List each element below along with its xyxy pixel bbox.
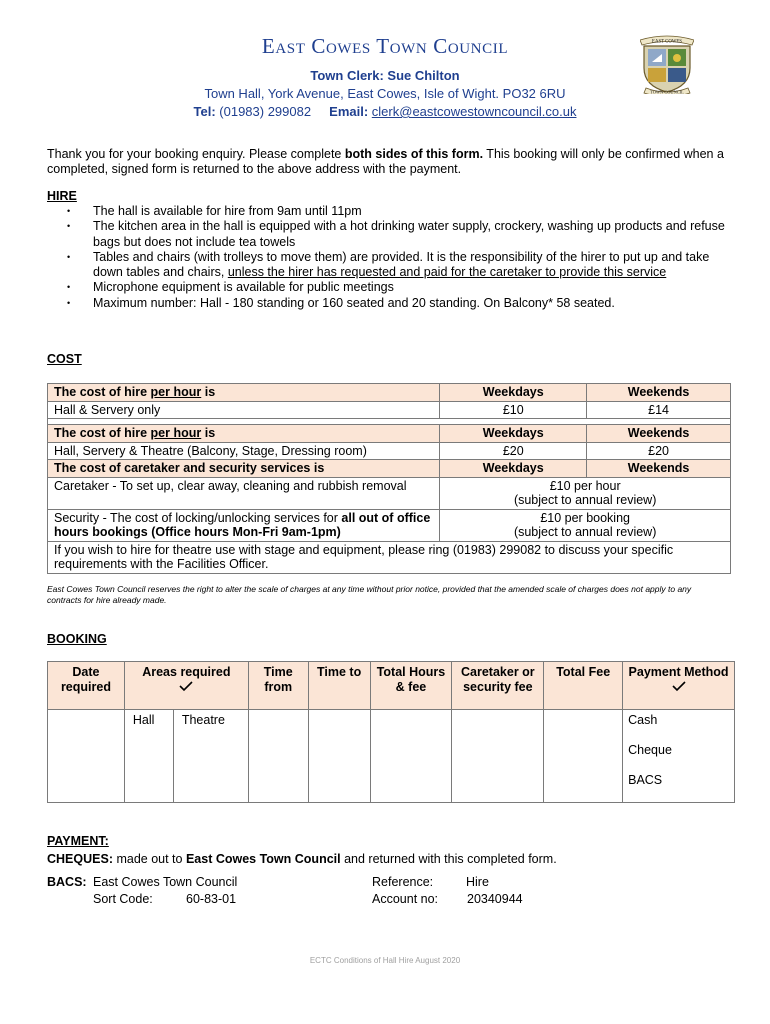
table-row	[48, 401, 731, 419]
tel-number: (01983) 299082	[219, 104, 312, 119]
list-item	[47, 250, 727, 281]
email-link[interactable]: clerk@eastcowestowncouncil.co.uk	[371, 104, 577, 119]
intro-bold: both sides of this form.	[344, 147, 484, 161]
email-label: Email:	[329, 104, 369, 119]
col-caretaker-fee: Caretaker or security fee	[452, 662, 544, 710]
list-item: • Maximum number: Hall - 180 standing or 160 seated and 20 standing. On Balcony* 58 seated.	[47, 296, 727, 311]
svg-text:TOWN COUNCIL: TOWN COUNCIL	[650, 89, 684, 94]
intro-paragraph	[47, 147, 727, 177]
bacs-label: BACS:	[47, 875, 87, 889]
theatre-weekday-price: £20	[440, 442, 587, 460]
list-item: • Microphone equipment is available for public meetings	[47, 280, 727, 295]
table-row	[48, 384, 731, 402]
account-no-value: 20340944	[467, 892, 523, 906]
total-hours-cell[interactable]	[370, 710, 452, 803]
table-row	[48, 442, 731, 460]
payment-cheque[interactable]: Cheque	[628, 743, 672, 757]
theatre-label: Hall, Servery & Theatre (Balcony, Stage, Dressing room)	[48, 442, 440, 460]
table-row	[48, 460, 731, 478]
payment-heading: PAYMENT:	[47, 834, 109, 848]
reference-label: Reference:	[372, 875, 434, 889]
hire-heading: HIRE	[47, 189, 77, 203]
contact-line	[0, 104, 770, 119]
sort-code-value: 60-83-01	[186, 892, 237, 906]
booking-table	[47, 661, 735, 803]
col-date-required: Date required	[48, 662, 125, 710]
document-footer: ECTC Conditions of Hall Hire August 2020	[309, 956, 461, 965]
table-row	[48, 662, 735, 710]
payment-method-cell	[623, 710, 735, 803]
col-payment-method: Payment Method	[623, 662, 735, 710]
town-clerk-line	[0, 68, 770, 83]
charges-disclaimer: East Cowes Town Council reserves the right to alter the scale of charges at any time without prior notice, provided that the amended scale of charges does not apply to any contracts for hire already made.	[47, 584, 692, 605]
weekends-header: Weekends	[587, 460, 731, 478]
time-from-cell[interactable]	[248, 710, 308, 803]
hire-section	[47, 189, 727, 311]
intro-text-2: This booking will only be confirmed when a completed, signed form is returned to the above address with the payment.	[47, 147, 724, 176]
total-fee-cell[interactable]	[544, 710, 623, 803]
table-row	[48, 710, 735, 803]
payment-cash[interactable]: Cash	[628, 713, 658, 727]
bacs-account-name: East Cowes Town Council	[93, 875, 238, 889]
date-input-cell[interactable]	[48, 710, 125, 803]
svg-text:EAST COWES: EAST COWES	[652, 39, 682, 45]
sort-code-label: Sort Code:	[93, 892, 153, 906]
caretaker-label: Caretaker - To set up, clear away, cleaning and rubbish removal	[48, 477, 440, 509]
council-name: East Cowes Town Council	[261, 34, 509, 58]
clerk-name: Town Clerk: Sue Chilton	[310, 68, 460, 83]
checkmark-icon	[178, 680, 194, 692]
weekends-header: Weekends	[587, 425, 731, 443]
account-no-label: Account no:	[372, 892, 439, 906]
cheques-label: CHEQUES:	[47, 852, 113, 866]
col-areas-required: Areas required	[124, 662, 248, 710]
cost-heading: COST	[47, 352, 82, 366]
hire-per-hour-label: The cost of hire per hour is	[48, 425, 440, 443]
table-row	[48, 509, 731, 541]
security-label: Security - The cost of locking/unlocking services for all out of office hours bookings (Office hours Mon-Fri 9am-1pm)	[48, 509, 440, 541]
cost-table	[47, 383, 731, 574]
hall-servery-label: Hall & Servery only	[48, 401, 440, 419]
caretaker-fee-cell[interactable]	[452, 710, 544, 803]
weekdays-header: Weekdays	[440, 384, 587, 402]
cheques-line	[47, 852, 557, 866]
cheques-text: made out to	[112, 852, 186, 866]
cheques-payee: East Cowes Town Council	[185, 852, 341, 866]
table-row	[48, 425, 731, 443]
hire-per-hour-label: The cost of hire per hour is	[48, 384, 440, 402]
hall-servery-weekday-price: £10	[440, 401, 587, 419]
col-time-to: Time to	[308, 662, 370, 710]
tel-label: Tel:	[193, 104, 216, 119]
booking-heading: BOOKING	[47, 632, 107, 646]
weekdays-header: Weekdays	[440, 425, 587, 443]
hire-list	[47, 204, 727, 311]
table-row	[48, 477, 731, 509]
area-hall[interactable]: Hall	[124, 710, 173, 803]
table-row	[48, 541, 731, 573]
weekdays-header: Weekdays	[440, 460, 587, 478]
address-line: Town Hall, York Avenue, East Cowes, Isle of Wight. PO32 6RU	[204, 86, 566, 101]
list-item-text: Tables and chairs (with trolleys to move them) are provided. It is the responsibility of the hirer to put up and take down tables and chairs,	[93, 249, 710, 280]
caretaker-heading: The cost of caretaker and security services is	[48, 460, 440, 478]
col-time-from: Time from	[248, 662, 308, 710]
col-total-fee: Total Fee	[544, 662, 623, 710]
weekends-header: Weekends	[587, 384, 731, 402]
list-item-underlined: unless the hirer has requested and paid for the caretaker to provide this service	[227, 265, 667, 280]
area-theatre[interactable]: Theatre	[173, 710, 248, 803]
checkmark-icon	[671, 680, 687, 692]
list-item: • The kitchen area in the hall is equipped with a hot drinking water supply, crockery, washing up products and refuse bags but does not include tea towels	[47, 219, 727, 250]
list-item: • The hall is available for hire from 9am until 11pm	[47, 204, 727, 219]
reference-value: Hire	[466, 875, 489, 889]
intro-text-1: Thank you for your booking enquiry. Please complete	[47, 147, 345, 161]
payment-bacs[interactable]: BACS	[628, 773, 663, 787]
time-to-cell[interactable]	[308, 710, 370, 803]
col-total-hours: Total Hours & fee	[370, 662, 452, 710]
hall-servery-weekend-price: £14	[587, 401, 731, 419]
theatre-use-note: If you wish to hire for theatre use with stage and equipment, please ring (01983) 299082 to discuss your specific requirements with the Facilities Officer.	[48, 541, 731, 573]
theatre-weekend-price: £20	[587, 442, 731, 460]
council-crest-icon	[640, 34, 694, 94]
security-price: £10 per booking (subject to annual review)	[440, 509, 731, 541]
caretaker-price: £10 per hour (subject to annual review)	[440, 477, 731, 509]
cheques-text-2: and returned with this completed form.	[340, 852, 557, 866]
